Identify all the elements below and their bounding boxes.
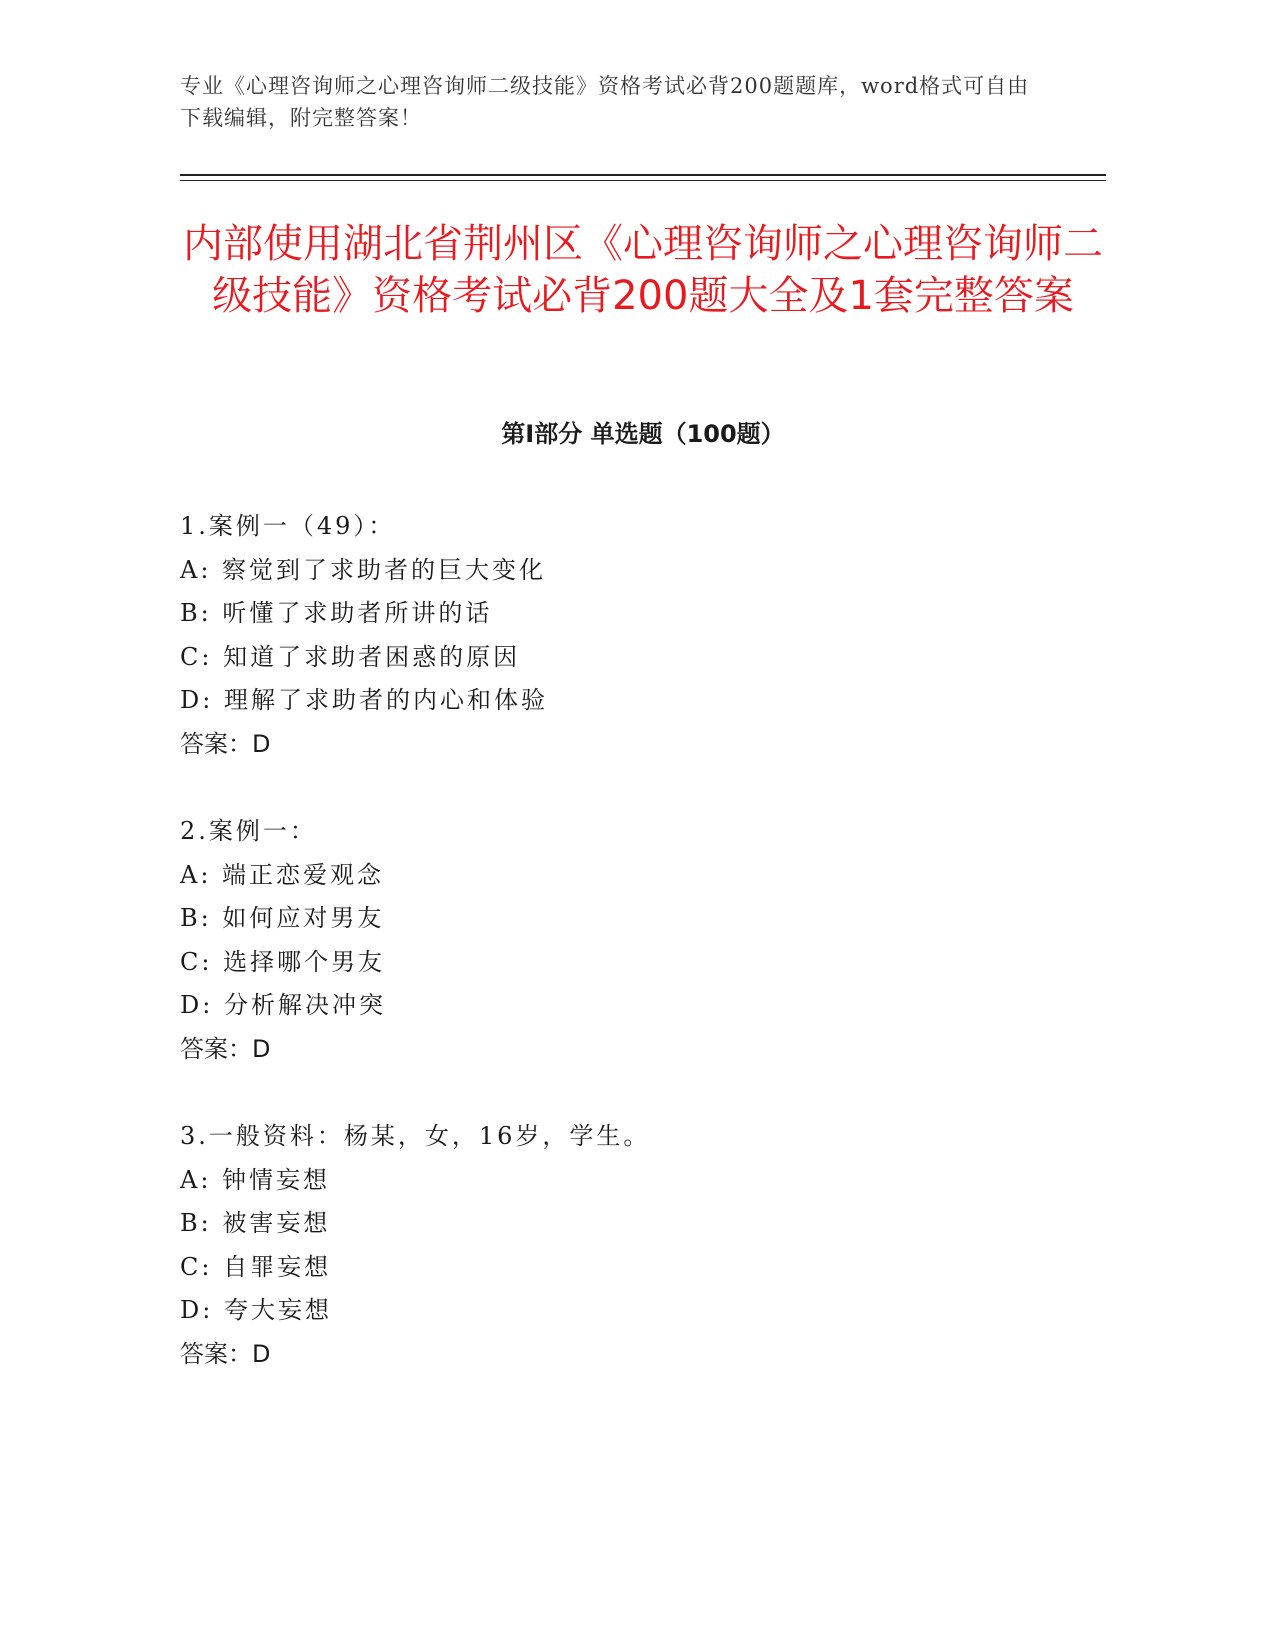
header-divider-thick <box>180 174 1106 176</box>
option-c: C: 自罪妄想 <box>180 1252 332 1281</box>
question-2 <box>180 810 1080 1071</box>
section-heading: 第Ⅰ部分 单选题（100题） <box>501 420 785 448</box>
option-b: B: 被害妄想 <box>180 1209 331 1237</box>
option-d: D: 分析解决冲突 <box>180 991 386 1019</box>
question-3 <box>180 1115 1080 1376</box>
answer-line: 答案：D <box>180 1339 271 1368</box>
option-d: D: 夸大妄想 <box>180 1296 332 1324</box>
option-c: C: 选择哪个男友 <box>180 947 386 976</box>
option-c: C: 知道了求助者困惑的原因 <box>180 642 521 671</box>
question-1 <box>180 505 1080 766</box>
header-note: 专业《心理咨询师之心理咨询师二级技能》资格考试必背200题题库，word格式可自由下载编辑，附完整答案！ <box>180 74 1030 130</box>
answer-line: 答案：D <box>180 1034 271 1063</box>
question-list <box>180 505 1080 1420</box>
option-b: B: 听懂了求助者所讲的话 <box>180 599 493 627</box>
document-title: 内部使用湖北省荆州区《心理咨询师之心理咨询师二级技能》资格考试必背200题大全及1套完整答案 <box>183 221 1103 319</box>
question-stem: 1.案例一（49）： <box>180 512 396 540</box>
option-d: D: 理解了求助者的内心和体验 <box>180 686 548 714</box>
answer-line: 答案：D <box>180 729 271 758</box>
option-a: A: 端正恋爱观念 <box>180 860 385 889</box>
option-a: A: 察觉到了求助者的巨大变化 <box>180 555 547 584</box>
header-divider-thin <box>180 180 1106 181</box>
question-stem: 3.一般资料：杨某，女，16岁，学生。 <box>180 1122 651 1150</box>
option-a: A: 钟情妄想 <box>180 1165 331 1194</box>
question-stem: 2.案例一： <box>180 817 317 845</box>
option-b: B: 如何应对男友 <box>180 904 385 932</box>
